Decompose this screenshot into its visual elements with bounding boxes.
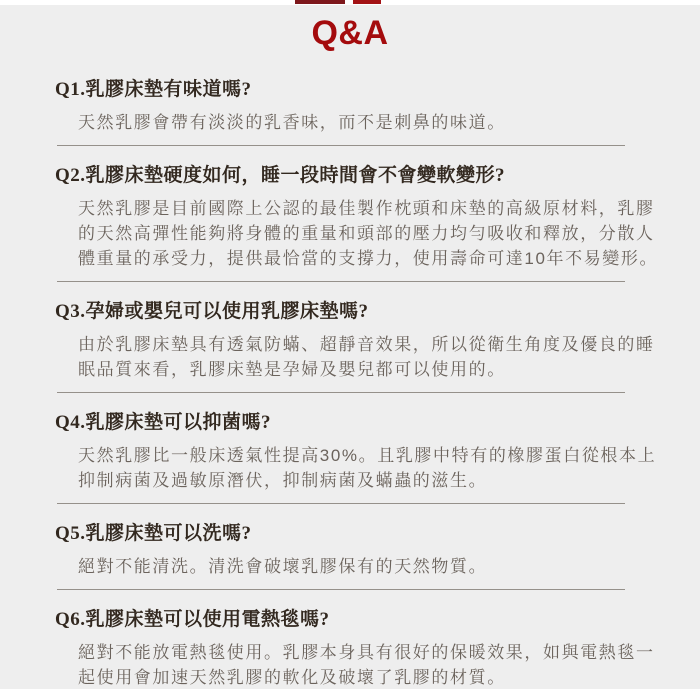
qa-section bbox=[55, 590, 660, 690]
qa-section bbox=[55, 146, 660, 282]
qa-question: Q5.乳膠床墊可以洗嗎? bbox=[55, 523, 252, 544]
qa-answer-line: 眠品質來看，乳膠床墊是孕婦及嬰兒都可以使用的。 bbox=[78, 360, 506, 379]
qa-section bbox=[55, 282, 660, 393]
qa-answer bbox=[55, 110, 660, 135]
qa-answer-line: 抑制病菌及過敏原潛伏，抑制病菌及蟎蟲的滋生。 bbox=[78, 471, 488, 490]
qa-question: Q3.孕婦或嬰兒可以使用乳膠床墊嗎? bbox=[55, 301, 369, 322]
qa-answer-line: 體重量的承受力，提供最恰當的支撐力，使用壽命可達10年不易變形。 bbox=[78, 249, 659, 268]
qa-section bbox=[55, 393, 660, 504]
qa-answer-line: 由於乳膠床墊具有透氣防蟎、超靜音效果，所以從衛生角度及優良的睡 bbox=[78, 335, 655, 354]
qa-panel bbox=[0, 5, 700, 689]
qa-section bbox=[55, 504, 660, 590]
qa-question: Q6.乳膠床墊可以使用電熱毯嗎? bbox=[55, 609, 330, 630]
qa-answer-line: 天然乳膠會帶有淡淡的乳香味，而不是刺鼻的味道。 bbox=[78, 113, 506, 132]
qa-answer-line: 的天然高彈性能夠將身體的重量和頭部的壓力均勻吸收和釋放，分散人 bbox=[78, 224, 655, 243]
qa-answer-line: 絕對不能清洗。清洗會破壞乳膠保有的天然物質。 bbox=[78, 557, 488, 576]
qa-question: Q2.乳膠床墊硬度如何，睡一段時間會不會變軟變形? bbox=[55, 165, 506, 186]
qa-answer bbox=[55, 332, 660, 382]
qa-section bbox=[55, 60, 660, 146]
qa-answer-line: 起使用會加速天然乳膠的軟化及破壞了乳膠的材質。 bbox=[78, 668, 506, 687]
qa-answer bbox=[55, 554, 660, 579]
qa-answer-line: 絕對不能放電熱毯使用。乳膠本身具有很好的保暖效果，如與電熱毯一 bbox=[78, 643, 655, 662]
cropped-banner-fragment-left bbox=[295, 0, 345, 4]
qa-question: Q1.乳膠床墊有味道嗎? bbox=[55, 79, 252, 100]
qa-answer bbox=[55, 640, 660, 690]
qa-question: Q4.乳膠床墊可以抑菌嗎? bbox=[55, 412, 272, 433]
cropped-banner-fragment-right bbox=[353, 0, 381, 4]
qa-answer bbox=[55, 443, 660, 493]
page-title: Q&A bbox=[311, 14, 389, 52]
qa-answer bbox=[55, 196, 660, 271]
qa-list bbox=[0, 60, 700, 690]
qa-answer-line: 天然乳膠是目前國際上公認的最佳製作枕頭和床墊的高級原材料，乳膠 bbox=[78, 199, 655, 218]
qa-answer-line: 天然乳膠比一般床透氣性提高30%。且乳膠中特有的橡膠蛋白從根本上 bbox=[78, 446, 657, 465]
